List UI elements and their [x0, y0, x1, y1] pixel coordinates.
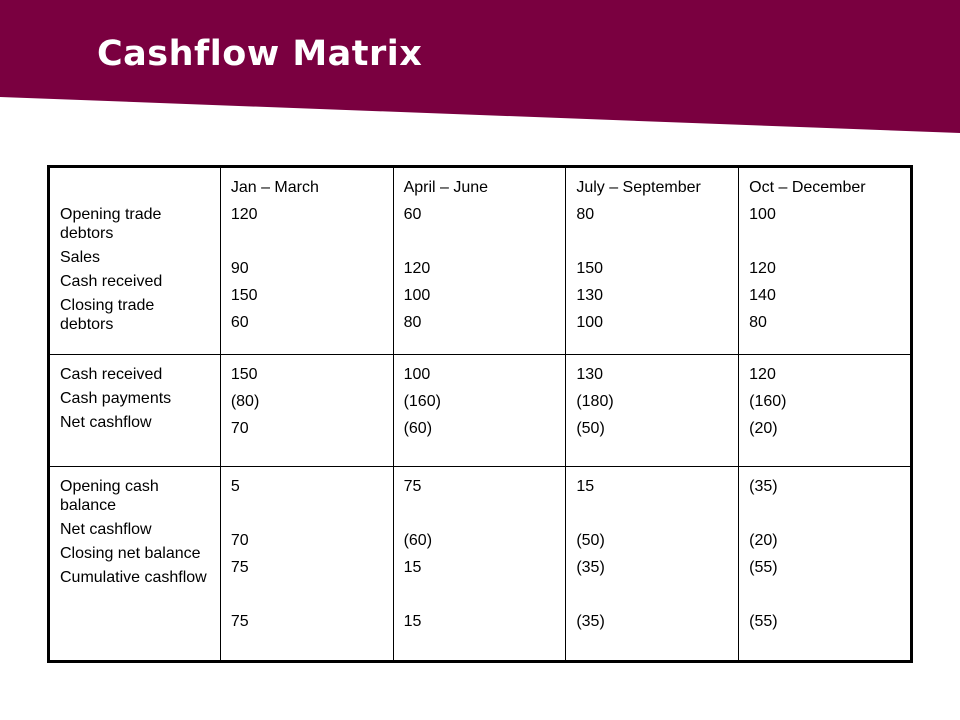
value: 80 [749, 314, 767, 331]
value: 150 [576, 260, 604, 277]
value: (60) [403, 420, 433, 437]
value: 70 [230, 532, 249, 549]
cell-q1-cash-balance [220, 467, 393, 662]
value: (55) [749, 559, 778, 576]
label-net-cashflow: Net cashflow [60, 521, 152, 538]
value: (160) [749, 393, 787, 410]
value: (50) [576, 420, 605, 437]
row-labels-trade-debtors [49, 167, 221, 355]
value: (80) [230, 393, 260, 410]
value: 130 [576, 366, 604, 383]
column-header-q2: April – June [403, 179, 489, 196]
value: 75 [230, 559, 249, 576]
value: (55) [749, 613, 778, 630]
table-row-cash-balance [49, 467, 912, 662]
value: (160) [403, 393, 441, 410]
value: (35) [576, 613, 605, 630]
column-header-q3: July – September [576, 179, 701, 196]
value: (180) [576, 393, 614, 410]
value: 150 [230, 366, 258, 383]
value: 90 [230, 260, 249, 277]
cell-q3-trade-debtors [566, 167, 739, 355]
value: 120 [403, 260, 431, 277]
value: 15 [403, 613, 422, 630]
column-header-q1: Jan – March [230, 179, 319, 196]
row-labels-cash-balance [49, 467, 221, 662]
value: 70 [230, 420, 249, 437]
value: 60 [230, 314, 249, 331]
value: 120 [749, 260, 776, 277]
label-cash-received: Cash received [60, 366, 163, 383]
cell-q2-cashflow [393, 355, 566, 467]
value: 75 [403, 478, 422, 495]
value: 130 [576, 287, 604, 304]
label-opening-cash-balance: Opening cash balance [60, 478, 159, 514]
value: 120 [230, 206, 258, 223]
label-closing-net-balance: Closing net balance [60, 545, 201, 562]
row-labels-cashflow [49, 355, 221, 467]
cell-q2-cash-balance [393, 467, 566, 662]
table-row-trade-debtors [49, 167, 912, 355]
label-cash-received: Cash received [60, 273, 163, 290]
value: 60 [403, 206, 422, 223]
value: (60) [403, 532, 433, 549]
value: 100 [403, 366, 431, 383]
cell-q3-cash-balance [566, 467, 739, 662]
value: 75 [230, 613, 249, 630]
cell-q4-trade-debtors [739, 167, 912, 355]
value: 120 [749, 366, 776, 383]
value: (20) [749, 532, 778, 549]
value: 5 [230, 478, 240, 495]
cell-q2-trade-debtors [393, 167, 566, 355]
value: 100 [749, 206, 776, 223]
cashflow-matrix-table [47, 165, 913, 663]
cell-q4-cash-balance [739, 467, 912, 662]
label-closing-trade-debtors: Closing trade debtors [60, 297, 155, 333]
value: 80 [403, 314, 422, 331]
cell-q3-cashflow [566, 355, 739, 467]
label-cash-payments: Cash payments [60, 390, 172, 407]
value: (20) [749, 420, 778, 437]
label-net-cashflow: Net cashflow [60, 414, 152, 431]
value: 100 [576, 314, 604, 331]
label-opening-trade-debtors: Opening trade debtors [60, 206, 162, 242]
label-cumulative-cashflow: Cumulative cashflow [60, 569, 207, 586]
value: 100 [403, 287, 431, 304]
value: 80 [576, 206, 595, 223]
cell-q4-cashflow [739, 355, 912, 467]
value: (35) [749, 478, 778, 495]
table-row-cashflow [49, 355, 912, 467]
cell-q1-trade-debtors [220, 167, 393, 355]
cell-q1-cashflow [220, 355, 393, 467]
value: (50) [576, 532, 605, 549]
column-header-q4: Oct – December [749, 179, 866, 196]
value: 15 [403, 559, 422, 576]
value: 140 [749, 287, 776, 304]
label-sales: Sales [60, 249, 101, 266]
value: 150 [230, 287, 258, 304]
value: (35) [576, 559, 605, 576]
value: 15 [576, 478, 595, 495]
slide-title: Cashflow Matrix [97, 34, 423, 74]
